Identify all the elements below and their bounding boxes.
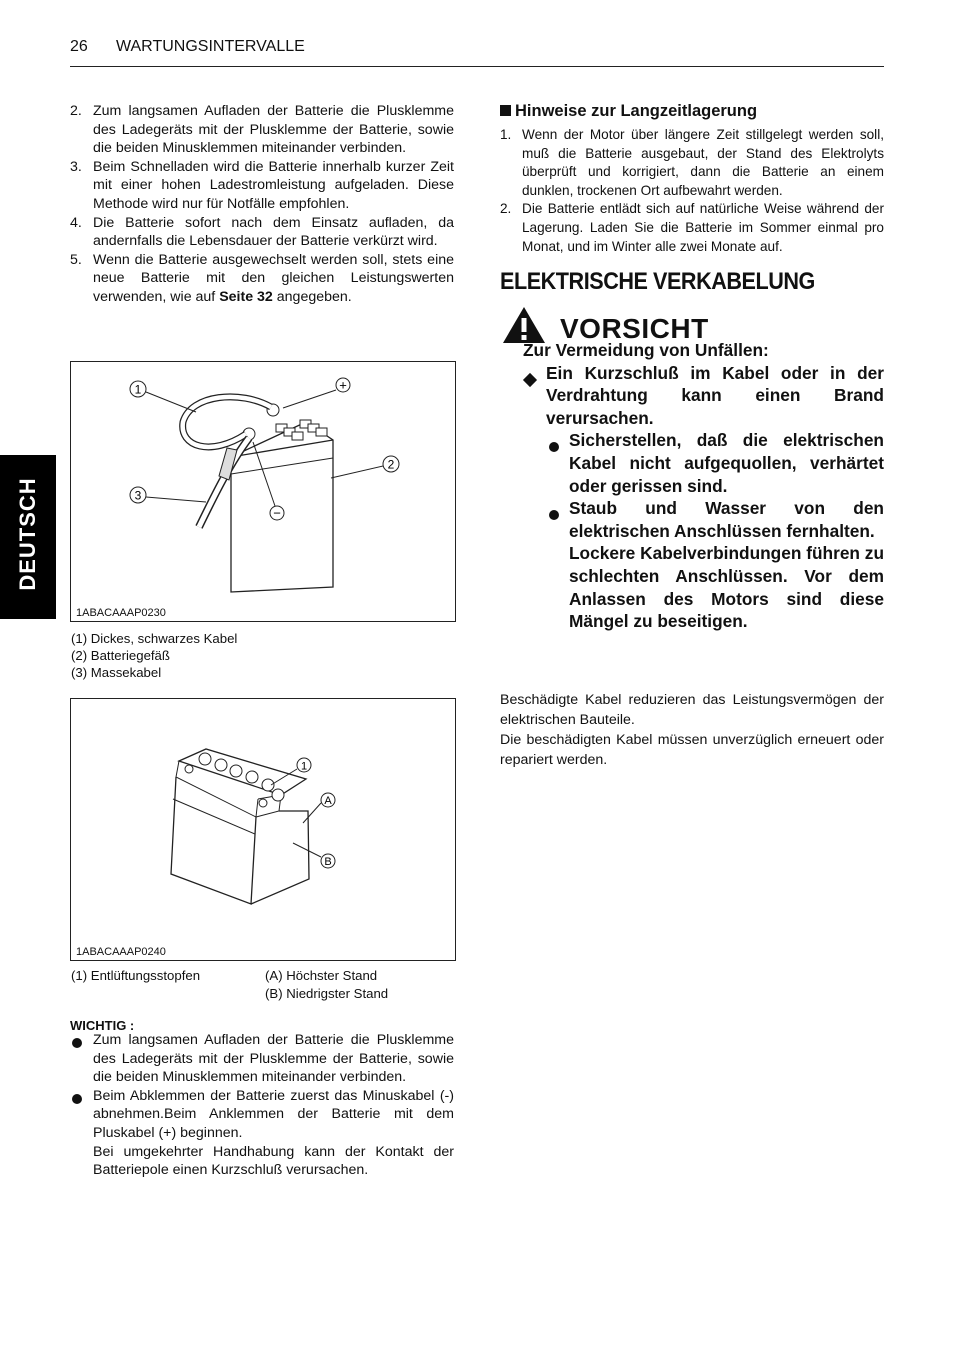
caption: (1) Dickes, schwarzes Kabel xyxy=(71,631,238,646)
figure2-captions-right xyxy=(265,967,455,1003)
battery-cable-figure xyxy=(70,361,456,622)
callout-3: 3 xyxy=(134,488,142,503)
section-title: WARTUNGSINTERVALLE xyxy=(116,38,305,55)
list-item: 2. Die Batterie entlädt sich auf natürliche Weise während der Lagerung. Laden Sie die Batterie im Sommer einmal pro Monat, und im Winter alle zwei Monate auf. xyxy=(500,201,884,254)
battery-level-figure xyxy=(70,698,456,961)
bullet-icon xyxy=(72,1094,82,1104)
callout-plus: + xyxy=(339,377,347,393)
list-item: 4. Die Batterie sofort nach dem Einsatz aufladen, da andernfalls die Lebensdauer der Batterie verkürzt wird. xyxy=(70,214,454,250)
paragraph: Die beschädigten Kabel müssen unverzüglich erneuert oder repariert werden. xyxy=(500,732,884,768)
caution-block xyxy=(523,339,884,633)
battery-cable-illustration xyxy=(71,362,455,621)
square-bullet-icon xyxy=(500,105,511,116)
figure-code: 1ABACAAAP0230 xyxy=(76,607,166,619)
list-item: 2. Zum langsamen Aufladen der Batterie die Plusklemme des Ladegeräts mit der Plusklemme der Batterie, sowie die beiden Minusklemmen miteinander verbinden. xyxy=(70,103,454,157)
language-tab-label: DEUTSCH xyxy=(15,477,40,591)
page-number: 26 xyxy=(70,38,88,55)
page-reference: Seite 32 xyxy=(219,288,273,305)
caution-subpoint: Staub und Wasser von den elektrischen Anschlüssen fernhalten. xyxy=(546,497,884,542)
bullet-icon xyxy=(549,510,559,520)
wiring-paragraphs xyxy=(500,690,884,770)
list-item: Zum langsamen Aufladen der Batterie die Plusklemme des Ladegeräts mit der Plusklemme der Batterie, sowie die beiden Minusklemmen miteinander verbinden. xyxy=(70,1031,454,1087)
caution-main-point: Ein Kurzschluß im Kabel oder in der Verdrahtung kann einen Brand verursachen. xyxy=(523,362,884,430)
figure-code: 1ABACAAAP0240 xyxy=(76,946,166,958)
caution-subpoints xyxy=(523,429,884,632)
list-item: 5. Wenn die Batterie ausgewechselt werden soll, stets eine neue Batterie mit den gleichen Leistungswerten verwenden, wie auf Seite 32 angegeben. xyxy=(70,251,454,305)
list-item: Beim Abklemmen der Batterie zuerst das Minuskabel (-) abnehmen.Beim Anklemmen der Batterie mit dem Pluskabel (+) beginnen. xyxy=(70,1087,454,1143)
caution-word: VORSICHT xyxy=(560,313,709,344)
caution-intro: Zur Vermeidung von Unfällen: xyxy=(523,340,769,360)
callout-2: 2 xyxy=(387,457,395,472)
callout-b: B xyxy=(324,856,332,868)
callout-1: 1 xyxy=(300,760,308,773)
bullet-icon xyxy=(549,442,559,452)
language-tab xyxy=(0,455,56,619)
caution-subpoint-continuation: Lockere Kabelverbindungen führen zu schlechten Anschlüssen. Vor dem Anlassen des Motors sind diese Mängel zu beseitigen. xyxy=(569,543,884,632)
charging-list xyxy=(70,102,454,307)
bullet-icon xyxy=(72,1038,82,1048)
caption: (1) Entlüftungsstopfen xyxy=(71,968,201,983)
figure2-captions-left xyxy=(71,967,261,984)
diamond-bullet-icon xyxy=(523,373,537,387)
list-item-continuation: Bei umgekehrter Handhabung kann der Kontakt der Batteriepole einen Kurzschluß verursachen. xyxy=(93,1143,454,1179)
wiring-heading-block xyxy=(500,268,850,296)
storage-heading: Hinweise zur Langzeitlagerung xyxy=(500,102,757,121)
storage-list xyxy=(500,126,884,256)
paragraph: Beschädigte Kabel reduzieren das Leistungsvermögen der elektrischen Bauteile. xyxy=(500,692,884,728)
callout-1: 1 xyxy=(134,382,142,397)
important-list xyxy=(70,1031,454,1180)
callout-a: A xyxy=(324,795,332,807)
page-header xyxy=(70,38,884,67)
list-item: 1. Wenn der Motor über längere Zeit stillgelegt werden soll, muß die Batterie ausgebaut, der Stand des Elektrolyts überprüft und korrigiert, dann die Batterie an einem dunklen, trockenen Ort aufbewahrt werden. xyxy=(500,127,884,198)
figure1-captions xyxy=(71,630,455,681)
caution-subpoint: Sicherstellen, daß die elektrischen Kabel nicht aufgequollen, verhärtet oder gerissen sind. xyxy=(546,429,884,497)
battery-level-illustration xyxy=(71,699,455,960)
callout-minus: − xyxy=(273,505,281,521)
caption: (2) Batteriegefäß xyxy=(71,648,170,663)
caption: (A) Höchster Stand xyxy=(265,968,378,983)
wiring-heading: ELEKTRISCHE VERKABELUNG xyxy=(500,268,815,295)
caption: (3) Massekabel xyxy=(71,665,162,680)
list-item: 3. Beim Schnelladen wird die Batterie innerhalb kurzer Zeit mit einer hohen Ladestromleistung aufgeladen. Diese Methode wird nur für Notfälle empfohlen. xyxy=(70,158,454,212)
caption: (B) Niedrigster Stand xyxy=(265,986,389,1001)
important-label: WICHTIG : xyxy=(70,1018,135,1033)
